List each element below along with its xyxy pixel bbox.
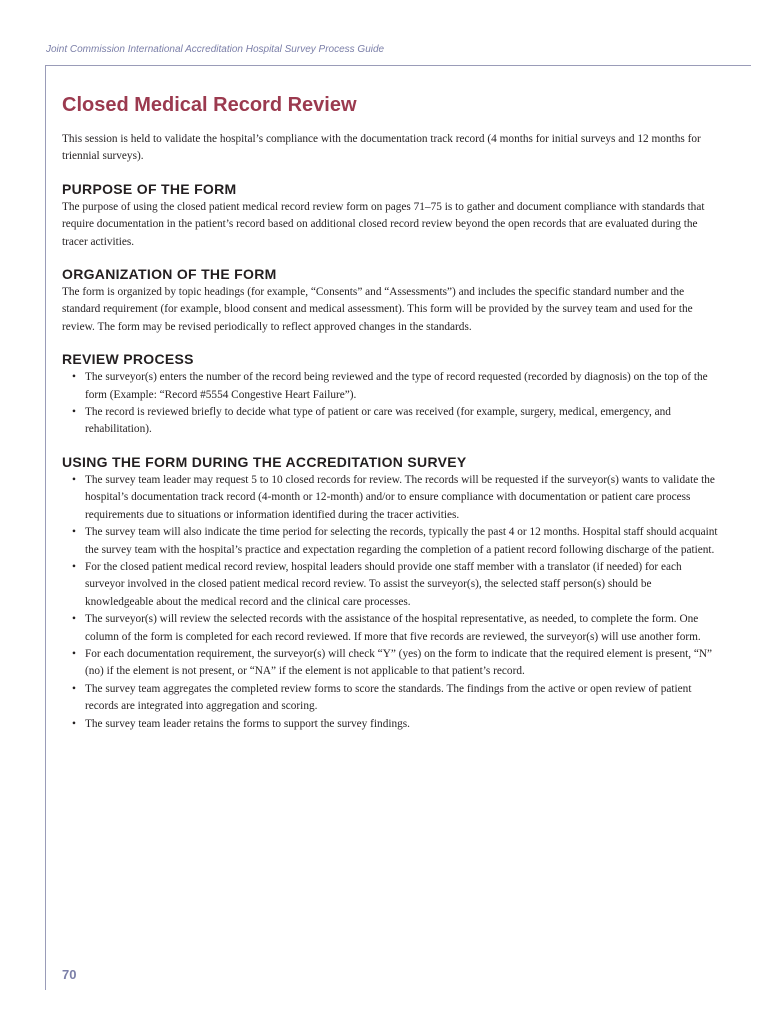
list-item <box>62 646 722 681</box>
bullet: • <box>72 717 76 730</box>
list-item <box>62 472 722 524</box>
list-item <box>62 369 722 404</box>
bullet: • <box>72 613 76 626</box>
page-content <box>62 92 722 733</box>
page-number: 70 <box>62 967 77 982</box>
bullet: • <box>72 406 76 419</box>
page-title: Closed Medical Record Review <box>62 94 357 116</box>
list-item-text: For each documentation requirement, the surveyor(s) will check “Y” (yes) on the form to indicate that the required element is present, “N” (no) if the element is not present, or “NA” if the element is not applicable to that patient’s record. <box>85 647 713 678</box>
bullet: • <box>72 526 76 539</box>
list-item <box>62 716 722 733</box>
list-item-text: For the closed patient medical record review, hospital leaders should provide one staff member with a translator (if needed) for each surveyor involved in the closed patient medical record review. To assist the surveyor(s), the selected staff person(s) should be knowledgeable about the medical record and the clinical care processes. <box>85 560 682 608</box>
list-item <box>62 404 722 439</box>
list-item-text: The surveyor(s) enters the number of the record being reviewed and the type of record requested (recorded by diagnosis) on the top of the form (Example: “Record #5554 Congestive Heart Failure”). <box>85 371 708 401</box>
list-item-text: The record is reviewed briefly to decide what type of patient or care was received (for example, surgery, medical, emergency, and rehabilitation). <box>85 406 671 436</box>
bullet: • <box>72 560 76 573</box>
review-process-heading: REVIEW PROCESS <box>62 351 194 368</box>
list-item <box>62 611 722 646</box>
using-form-heading: USING THE FORM DURING THE ACCREDITATION SURVEY <box>62 453 467 470</box>
using-form-list <box>62 472 722 733</box>
intro-paragraph: This session is held to validate the hospital’s compliance with the documentation track record (4 months for initial surveys and 12 months for triennial surveys). <box>62 133 701 163</box>
organization-heading: ORGANIZATION OF THE FORM <box>62 266 277 283</box>
review-process-list <box>62 369 722 439</box>
list-item-text: The survey team leader may request 5 to 10 closed records for review. The records will be requested if the surveyor(s) wants to validate the hospital’s documentation track record (4-month or 12-month) and/or to ensure compliance with documentation or patient care process requirements due to situations or information identified during the tracer activities. <box>85 473 715 521</box>
purpose-heading: PURPOSE OF THE FORM <box>62 180 237 197</box>
bullet: • <box>72 473 76 486</box>
purpose-paragraph: The purpose of using the closed patient medical record review form on pages 71–75 is to gather and document compliance with standards that require documentation in the patient’s record based on additional closed record review beyond the open records that are evaluated during the tracer activities. <box>62 200 705 248</box>
margin-rule <box>45 65 46 990</box>
list-item <box>62 681 722 716</box>
bullet: • <box>72 647 76 660</box>
list-item <box>62 524 722 559</box>
list-item-text: The survey team leader retains the forms to support the survey findings. <box>85 717 411 730</box>
bullet: • <box>72 371 76 384</box>
list-item-text: The survey team aggregates the completed review forms to score the standards. The findings from the active or open review of patient records are integrated into aggregation and scoring. <box>85 682 692 713</box>
organization-paragraph: The form is organized by topic headings (for example, “Consents” and “Assessments”) and includes the specific standard number and the standard requirement (for example, blood consent and medical assessment). This form will be provided by the survey team and used for the review. The form may be revised periodically to reflect approved changes in the standards. <box>62 286 693 333</box>
list-item-text: The survey team will also indicate the time period for selecting the records, typically the past 4 or 12 months. Hospital staff should acquaint the survey team with the hospital’s practice and expectation regarding the completion of a patient record following discharge of the patient. <box>85 526 718 556</box>
bullet: • <box>72 682 76 695</box>
list-item-text: The surveyor(s) will review the selected records with the assistance of the hospital representative, as needed, to complete the form. One column of the form is completed for each record reviewed. If more that five records are reviewed, the surveyor(s) will use another form. <box>85 613 701 643</box>
running-header: Joint Commission International Accreditation Hospital Survey Process Guide <box>46 44 385 55</box>
header-rule <box>45 65 751 66</box>
list-item <box>62 559 722 611</box>
